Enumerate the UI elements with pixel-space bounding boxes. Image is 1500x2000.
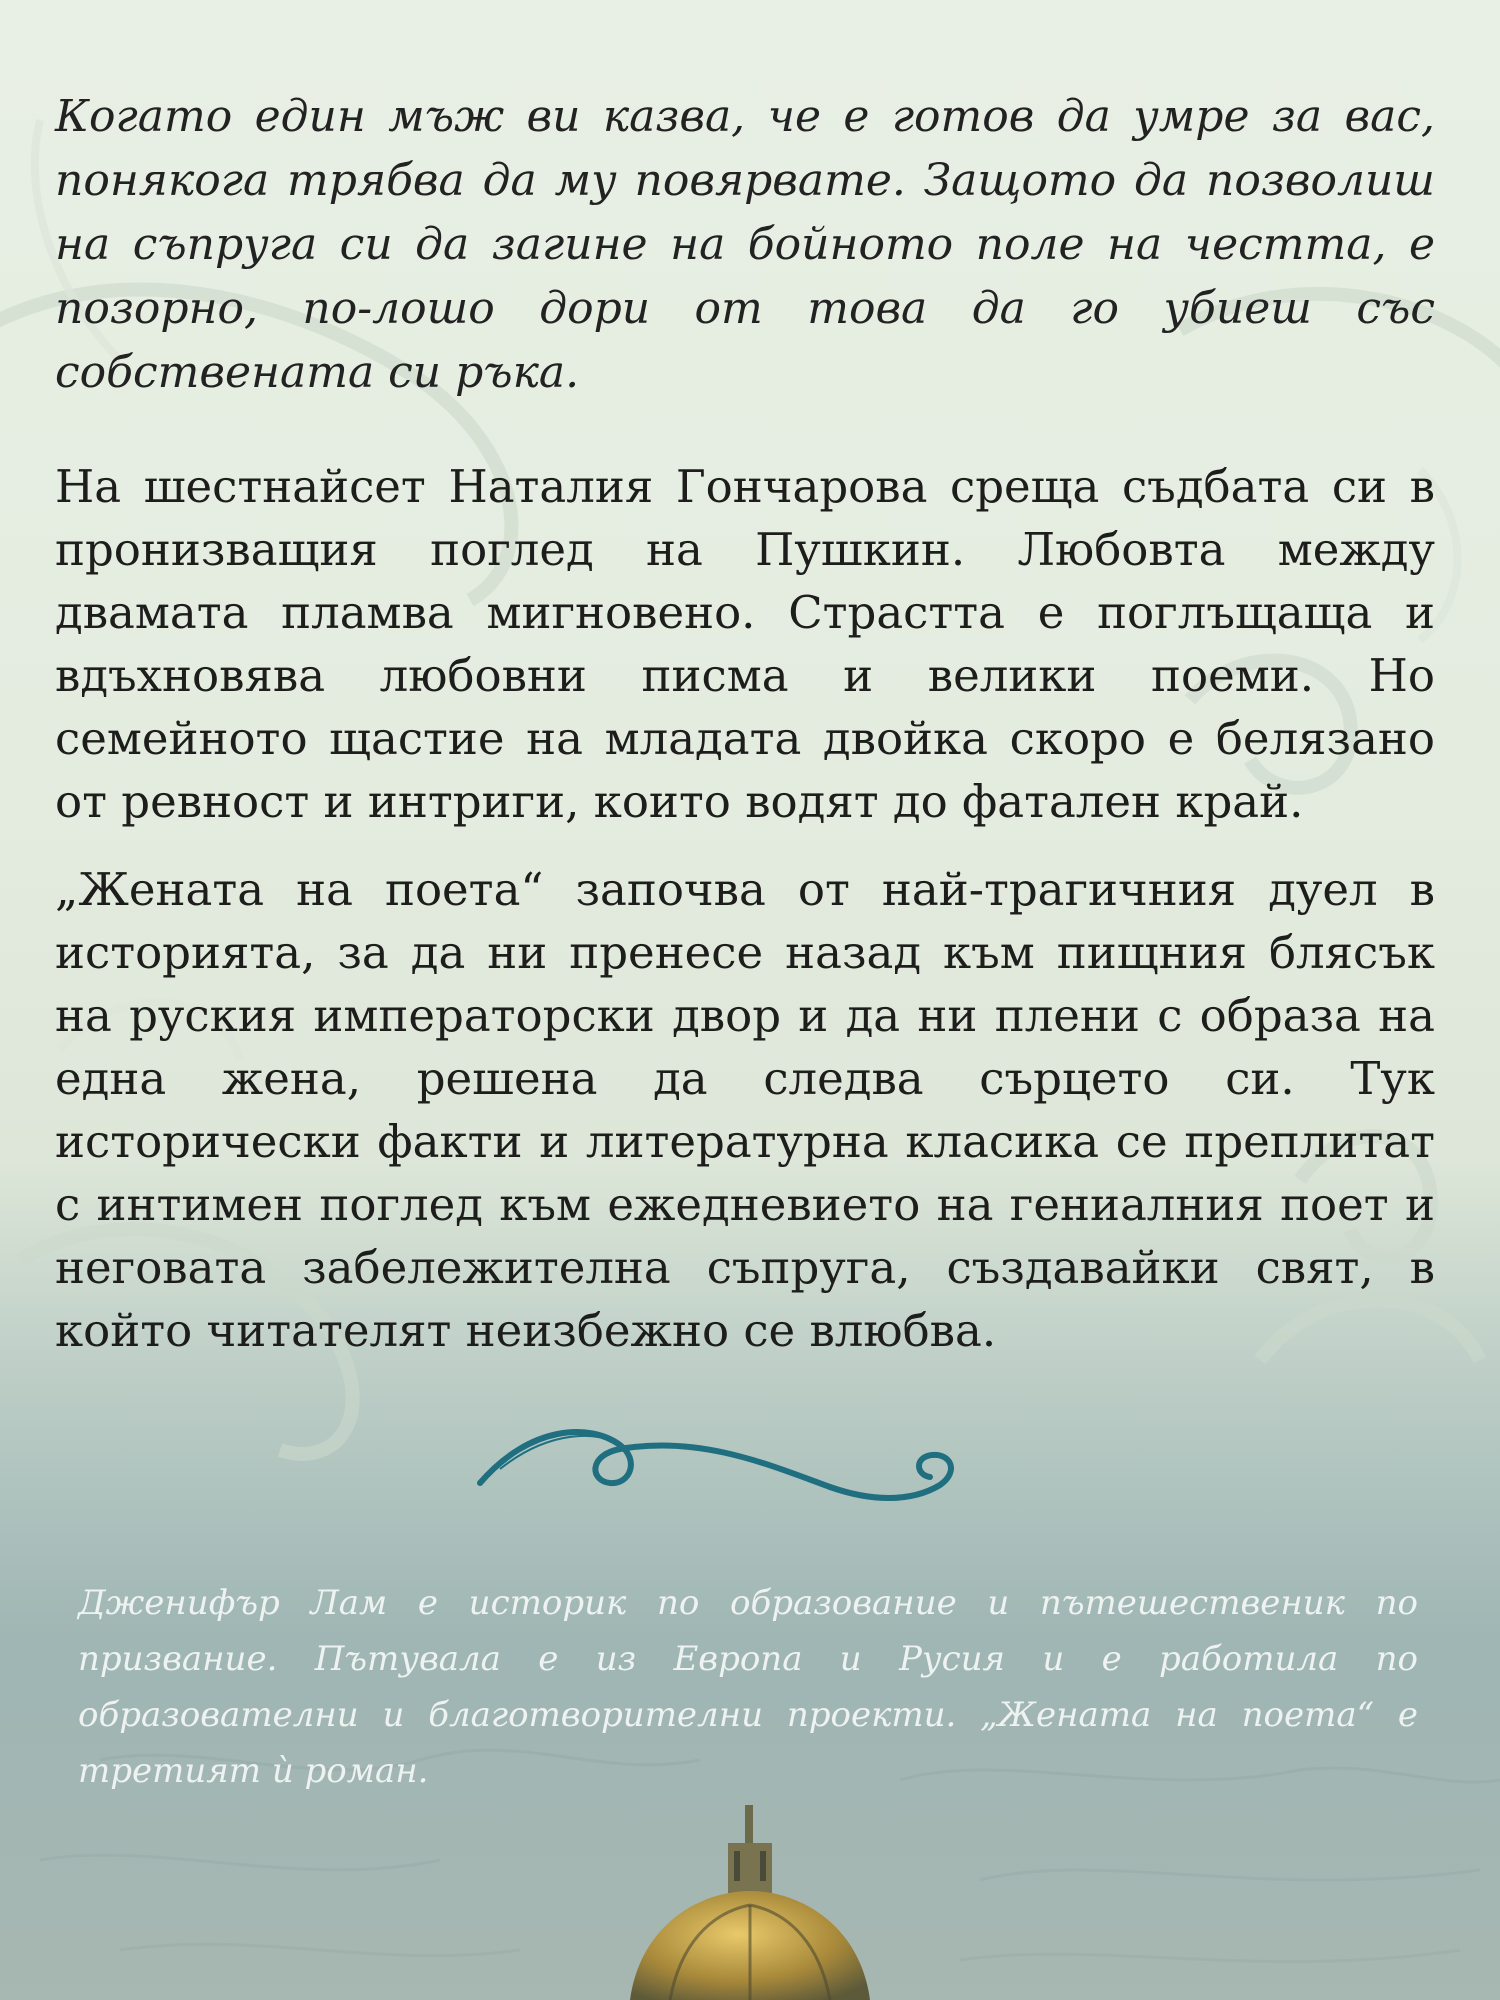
description-paragraph-1: На шестнайсет Наталия Гончарова среща съдбата си в пронизващия поглед на Пушкин. Любовта между двамата пламва мигновено. Страстта е поглъщаща и вдъхновява любовни писма и велики поеми. Но семейното щастие на младата двойка скоро е белязано от ревност и интриги, които водят до фатален край. [55,460,1435,828]
decorative-flourish-icon [470,1405,990,1515]
epigraph-quote: Когато един мъж ви казва, че е готов да умре за вас, понякога трябва да му повярвате. Защото да позволиш на съпруга си да загине на бойното поле на честта, е позорно, по-лошо дори от това да го убиеш със собствената си ръка. [55,91,1435,398]
description-paragraph-2: „Жената на поета“ започва от най-трагичния дуел в историята, за да ни пренесе назад към пищния блясък на руския императорски двор и да ни плени с образа на една жена, решена да следва сърцето си. Тук исторически факти и литературна класика се преплитат с интимен поглед към ежедневието на гениалния поет и неговата забележителна съпруга, създавайки свят, в който читателят неизбежно се влюбва. [55,863,1435,1357]
author-bio: Дженифър Лам е историк по образование и пътешественик по призвание. Пътувала е из Европа и Русия и е работила по образователни и благотворителни проекти. „Жената на поета“ е третият ѝ роман. [78,1583,1418,1791]
cathedral-dome-icon [610,1805,890,2000]
